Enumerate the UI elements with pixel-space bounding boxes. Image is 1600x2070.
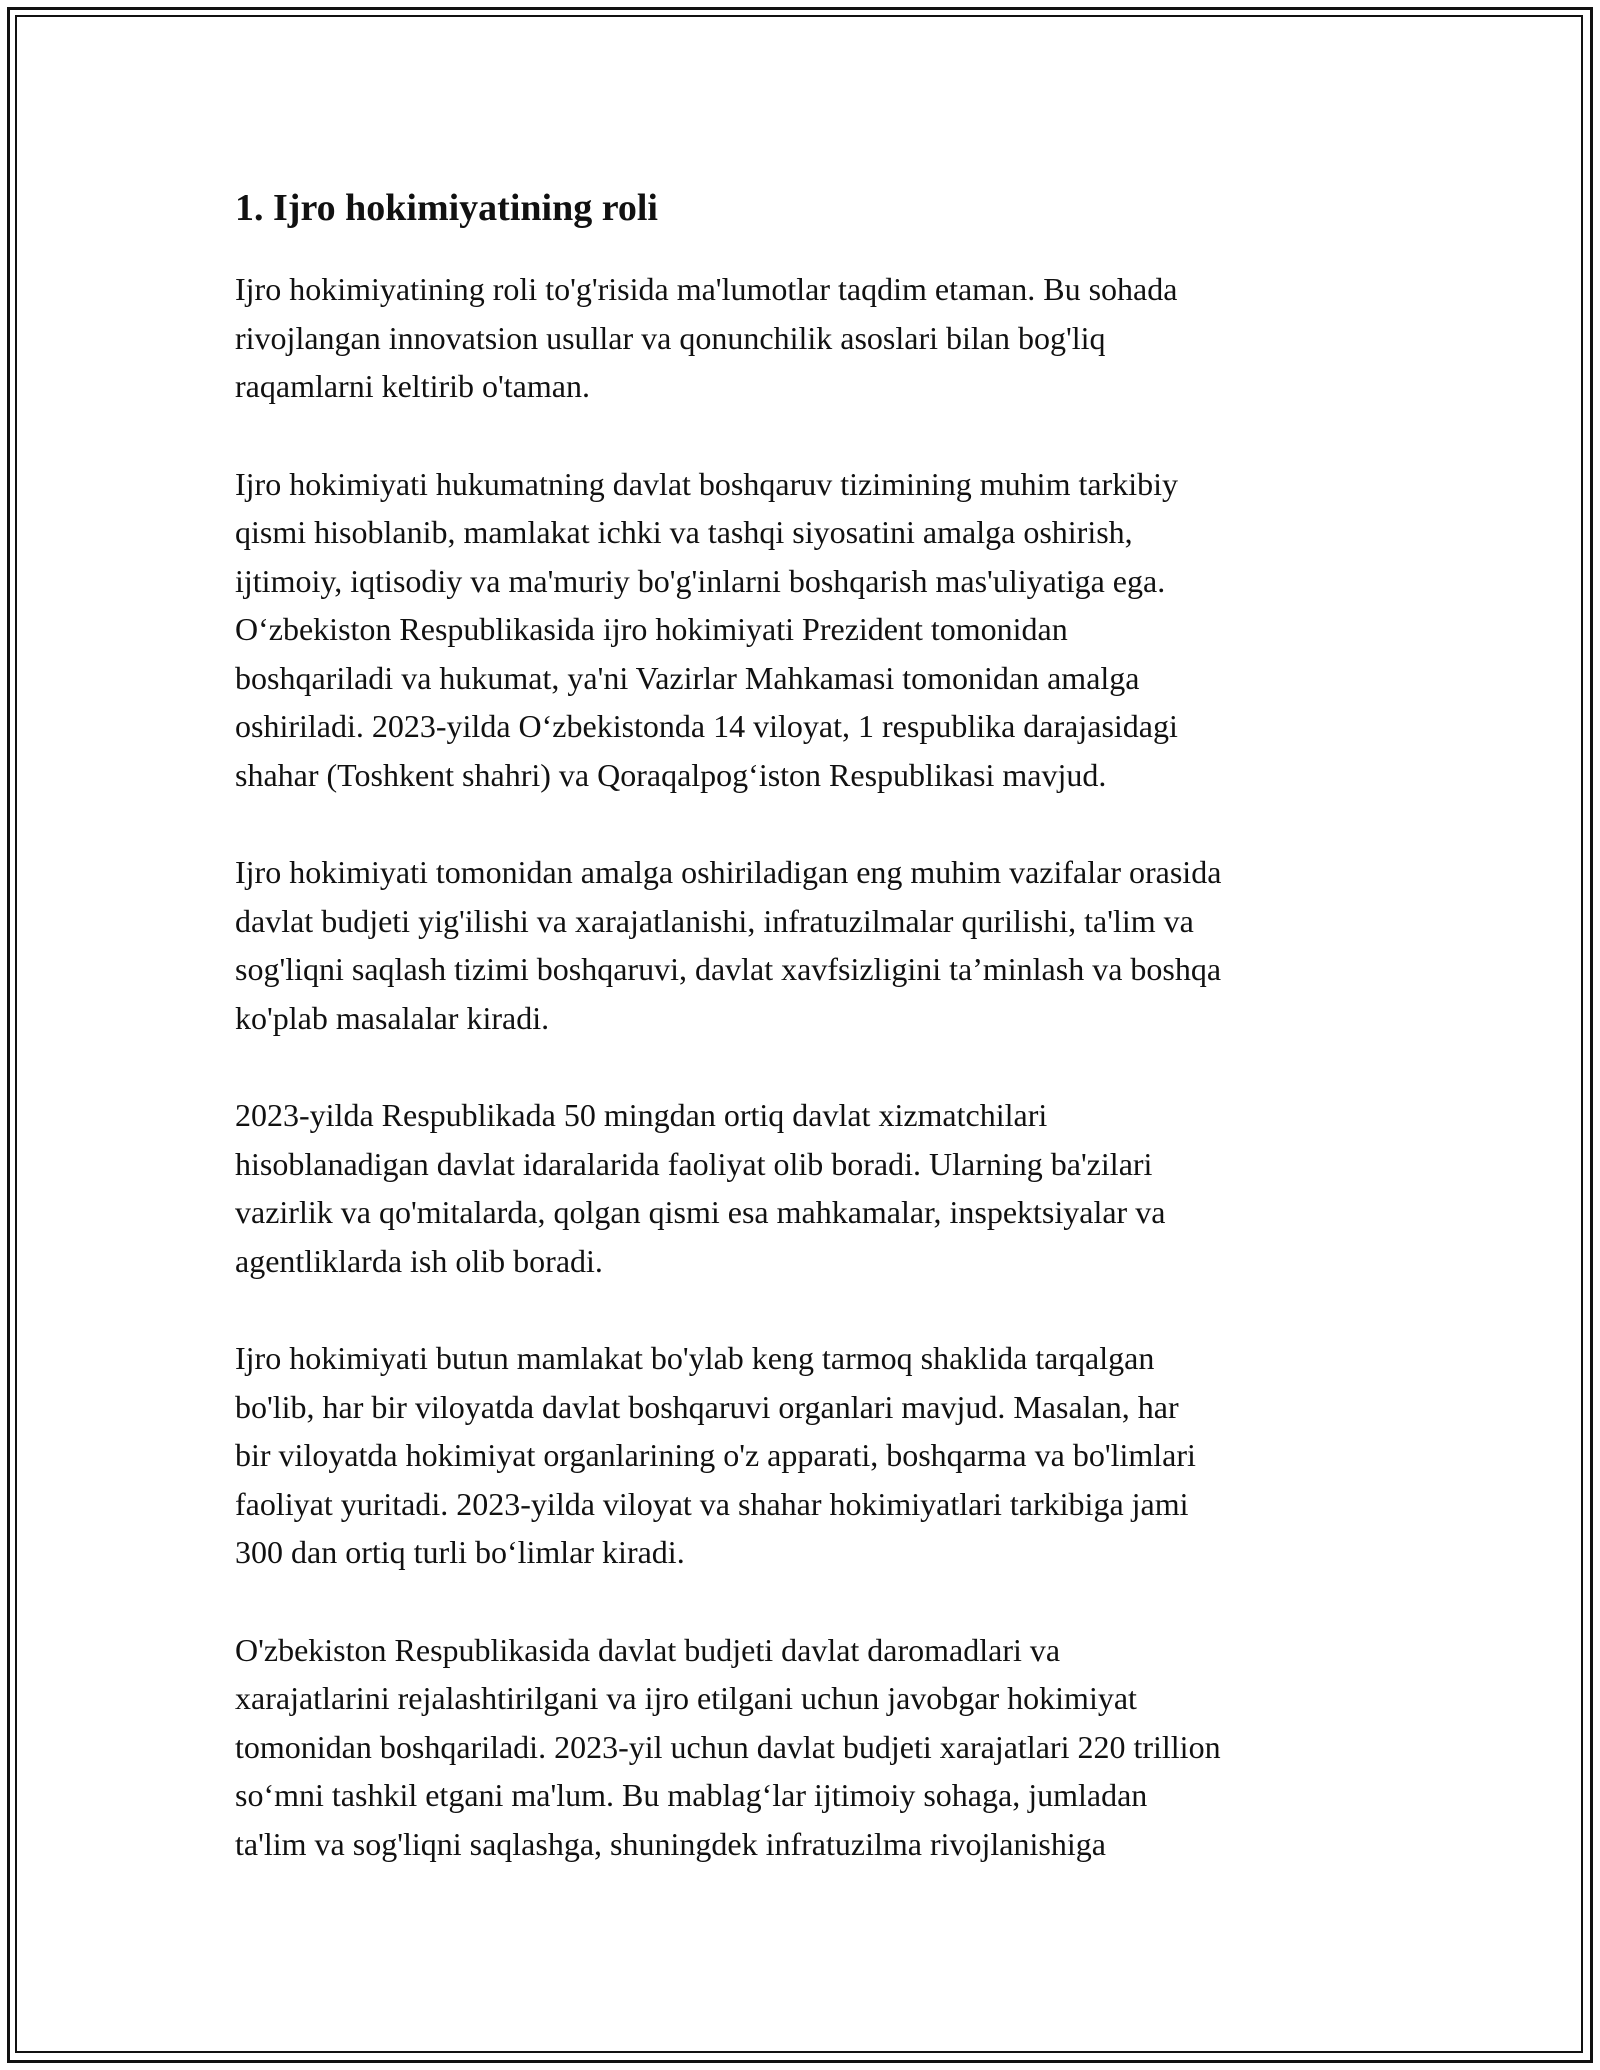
text-line: bir viloyatda hokimiyat organlarining o'z apparati, boshqarma va bo'limlari: [235, 1437, 1196, 1473]
text-line: hisoblanadigan davlat idaralarida faoliyat olib boradi. Ularning ba'zilari: [235, 1145, 1153, 1182]
text-line: tomonidan boshqariladi. 2023-yil uchun davlat budjeti xarajatlari 220 trillion: [235, 1728, 1221, 1765]
paragraph-regional-network: [235, 1334, 1375, 1577]
paragraph-executive-power-overview: [235, 460, 1375, 800]
text-line: ijtimoiy, iqtisodiy va ma'muriy bo'g'inlarni boshqarish mas'uliyatiga ega.: [235, 562, 1166, 599]
text-line: O'zbekiston Respublikasida davlat budjeti davlat daromadlari va: [235, 1631, 1061, 1668]
paragraph-introduction: [235, 265, 1375, 411]
paragraph-civil-servants: [235, 1091, 1375, 1285]
page-title: 1. Ijro hokimiyatining roli: [235, 187, 658, 229]
text-line: davlat budjeti yig'ilishi va xarajatlanishi, infratuzilmalar qurilishi, ta'lim va: [235, 902, 1194, 939]
text-line: shahar (Toshkent shahri) va Qoraqalpog‘iston Respublikasi mavjud.: [235, 756, 1107, 793]
text-line: qismi hisoblanib, mamlakat ichki va tashqi siyosatini amalga oshirish,: [235, 514, 1133, 550]
text-line: ko'plab masalalar kiradi.: [235, 999, 550, 1036]
text-line: faoliyat yuritadi. 2023-yilda viloyat va shahar hokimiyatlari tarkibiga jami: [235, 1485, 1189, 1522]
text-line: Ijro hokimiyati butun mamlakat bo'ylab keng tarmoq shaklida tarqalgan: [235, 1340, 1155, 1376]
text-line: Ijro hokimiyati tomonidan amalga oshiriladigan eng muhim vazifalar orasida: [235, 854, 1222, 890]
document-page: [235, 185, 1375, 1917]
text-line: xarajatlarini rejalashtirilgani va ijro etilgani uchun javobgar hokimiyat: [235, 1680, 1137, 1716]
text-line: raqamlarni keltirib o'taman.: [235, 368, 590, 404]
text-line: 300 dan ortiq turli bo‘limlar kiradi.: [235, 1534, 685, 1570]
text-line: boshqariladi va hukumat, ya'ni Vazirlar Mahkamasi tomonidan amalga: [235, 659, 1140, 696]
text-line: Ijro hokimiyatining roli to'g'risida ma'lumotlar taqdim etaman. Bu sohada: [235, 271, 1178, 307]
text-line: 2023-yilda Respublikada 50 mingdan ortiq davlat xizmatchilari: [235, 1097, 1048, 1133]
text-line: O‘zbekiston Respublikasida ijro hokimiyati Prezident tomonidan: [235, 611, 1068, 647]
text-line: bo'lib, har bir viloyatda davlat boshqaruvi organlari mavjud. Masalan, har: [235, 1388, 1179, 1425]
text-line: ta'lim va sog'liqni saqlashga, shuningdek infratuzilma rivojlanishiga: [235, 1825, 1106, 1862]
text-line: vazirlik va qo'mitalarda, qolgan qismi esa mahkamalar, inspektsiyalar va: [235, 1194, 1166, 1230]
paragraph-key-tasks: [235, 848, 1375, 1042]
text-line: Ijro hokimiyati hukumatning davlat boshqaruv tizimining muhim tarkibiy: [235, 465, 1178, 502]
text-line: sog'liqni saqlash tizimi boshqaruvi, davlat xavfsizligini ta’minlash va boshqa: [235, 951, 1222, 987]
text-line: agentliklarda ish olib boradi.: [235, 1242, 603, 1279]
text-line: oshiriladi. 2023-yilda O‘zbekistonda 14 viloyat, 1 respublika darajasidagi: [235, 708, 1178, 744]
paragraph-state-budget: [235, 1626, 1375, 1869]
text-line: so‘mni tashkil etgani ma'lum. Bu mablag‘lar ijtimoiy sohaga, jumladan: [235, 1777, 1148, 1813]
text-line: rivojlangan innovatsion usullar va qonunchilik asoslari bilan bog'liq: [235, 319, 1106, 356]
